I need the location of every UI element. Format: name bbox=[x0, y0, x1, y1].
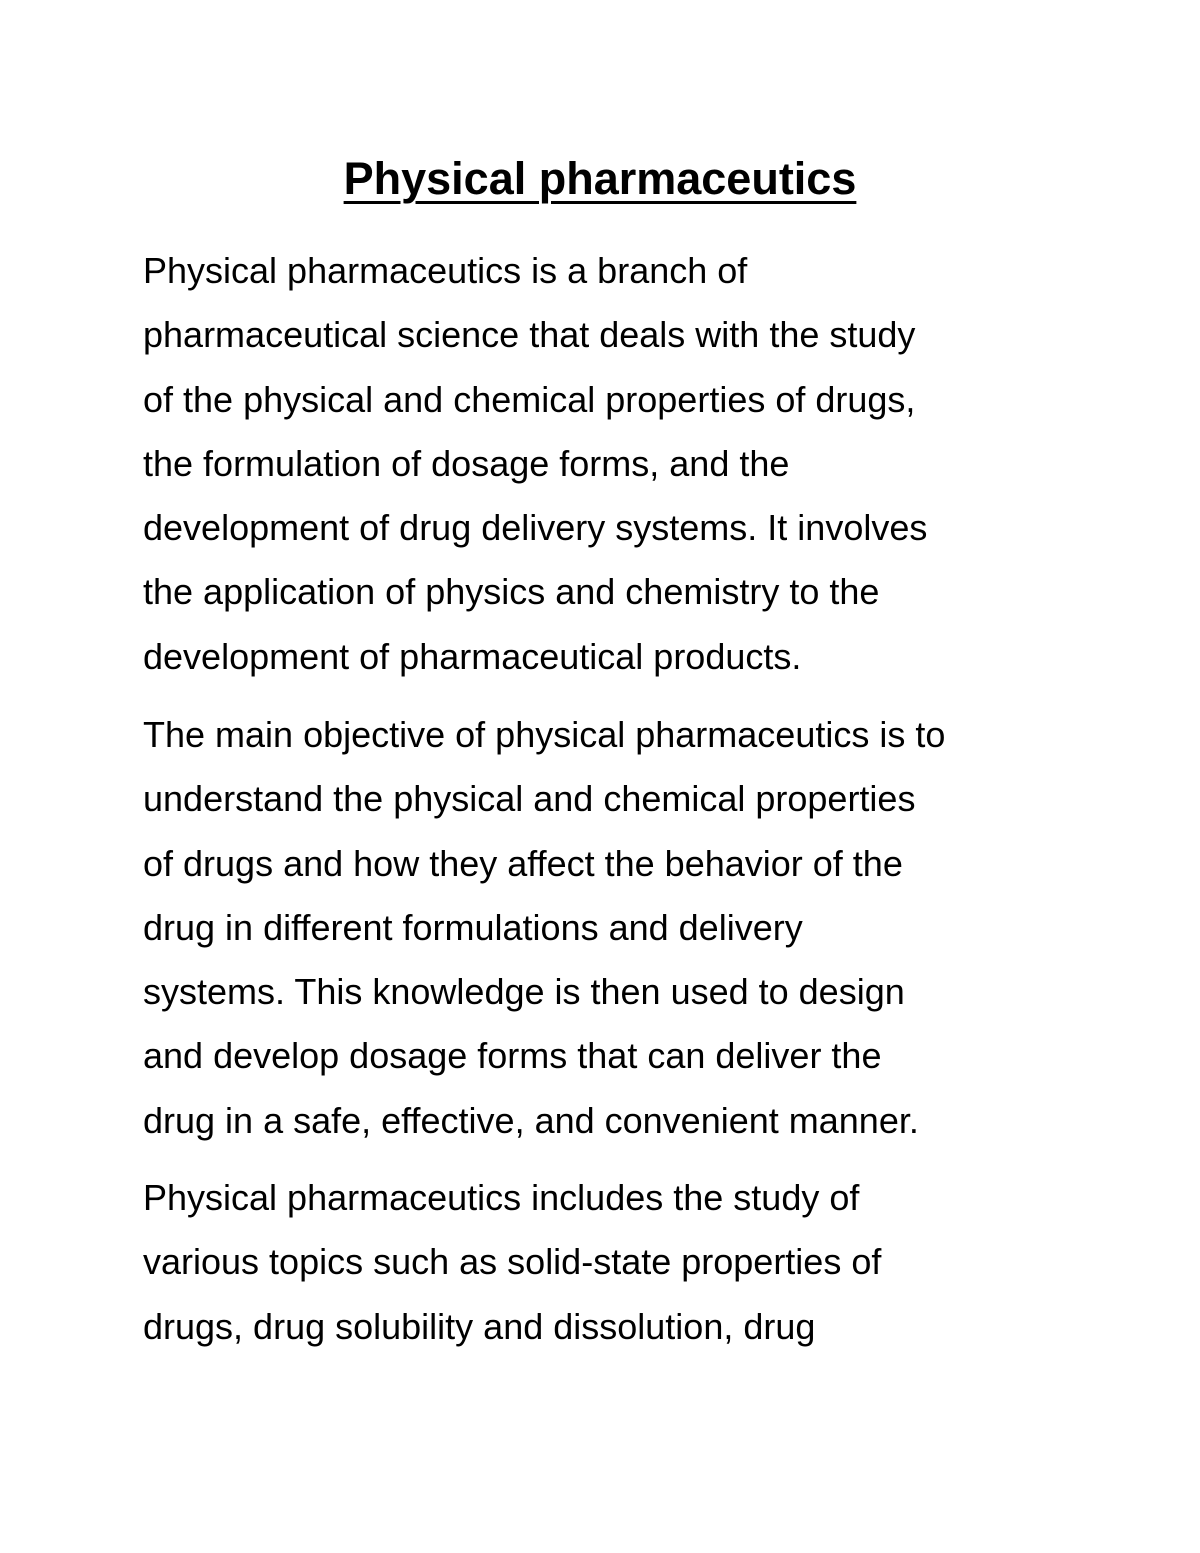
paragraph-line: the application of physics and chemistry to the bbox=[143, 571, 880, 613]
paragraph-line: development of drug delivery systems. It involves bbox=[143, 507, 928, 549]
paragraph-line: Physical pharmaceutics includes the study of bbox=[143, 1177, 860, 1218]
paragraph-line: Physical pharmaceutics is a branch of bbox=[143, 250, 748, 291]
paragraph-line: pharmaceutical science that deals with the study bbox=[143, 314, 916, 356]
paragraph-objective bbox=[143, 703, 1063, 1153]
paragraph-topics bbox=[143, 1166, 1063, 1359]
paragraph-line: and develop dosage forms that can deliver the bbox=[143, 1035, 882, 1077]
paragraph-line: systems. This knowledge is then used to design bbox=[143, 971, 905, 1013]
paragraph-line: development of pharmaceutical products. bbox=[143, 635, 802, 677]
paragraph-line: drug in different formulations and delivery bbox=[143, 906, 803, 948]
paragraph-line: understand the physical and chemical properties bbox=[143, 778, 916, 820]
paragraph-line: drug in a safe, effective, and convenient manner. bbox=[143, 1099, 919, 1141]
page-title: Physical pharmaceutics bbox=[343, 153, 857, 204]
paragraph-line: The main objective of physical pharmaceutics is to bbox=[143, 714, 946, 755]
paragraph-line: the formulation of dosage forms, and the bbox=[143, 442, 790, 484]
paragraph-line: of the physical and chemical properties of drugs, bbox=[143, 378, 916, 420]
paragraph-line: of drugs and how they affect the behavior of the bbox=[143, 842, 903, 884]
paragraph-line: various topics such as solid-state properties of bbox=[143, 1241, 882, 1283]
paragraph-line: drugs, drug solubility and dissolution, drug bbox=[143, 1305, 816, 1347]
paragraph-intro bbox=[143, 239, 1063, 689]
